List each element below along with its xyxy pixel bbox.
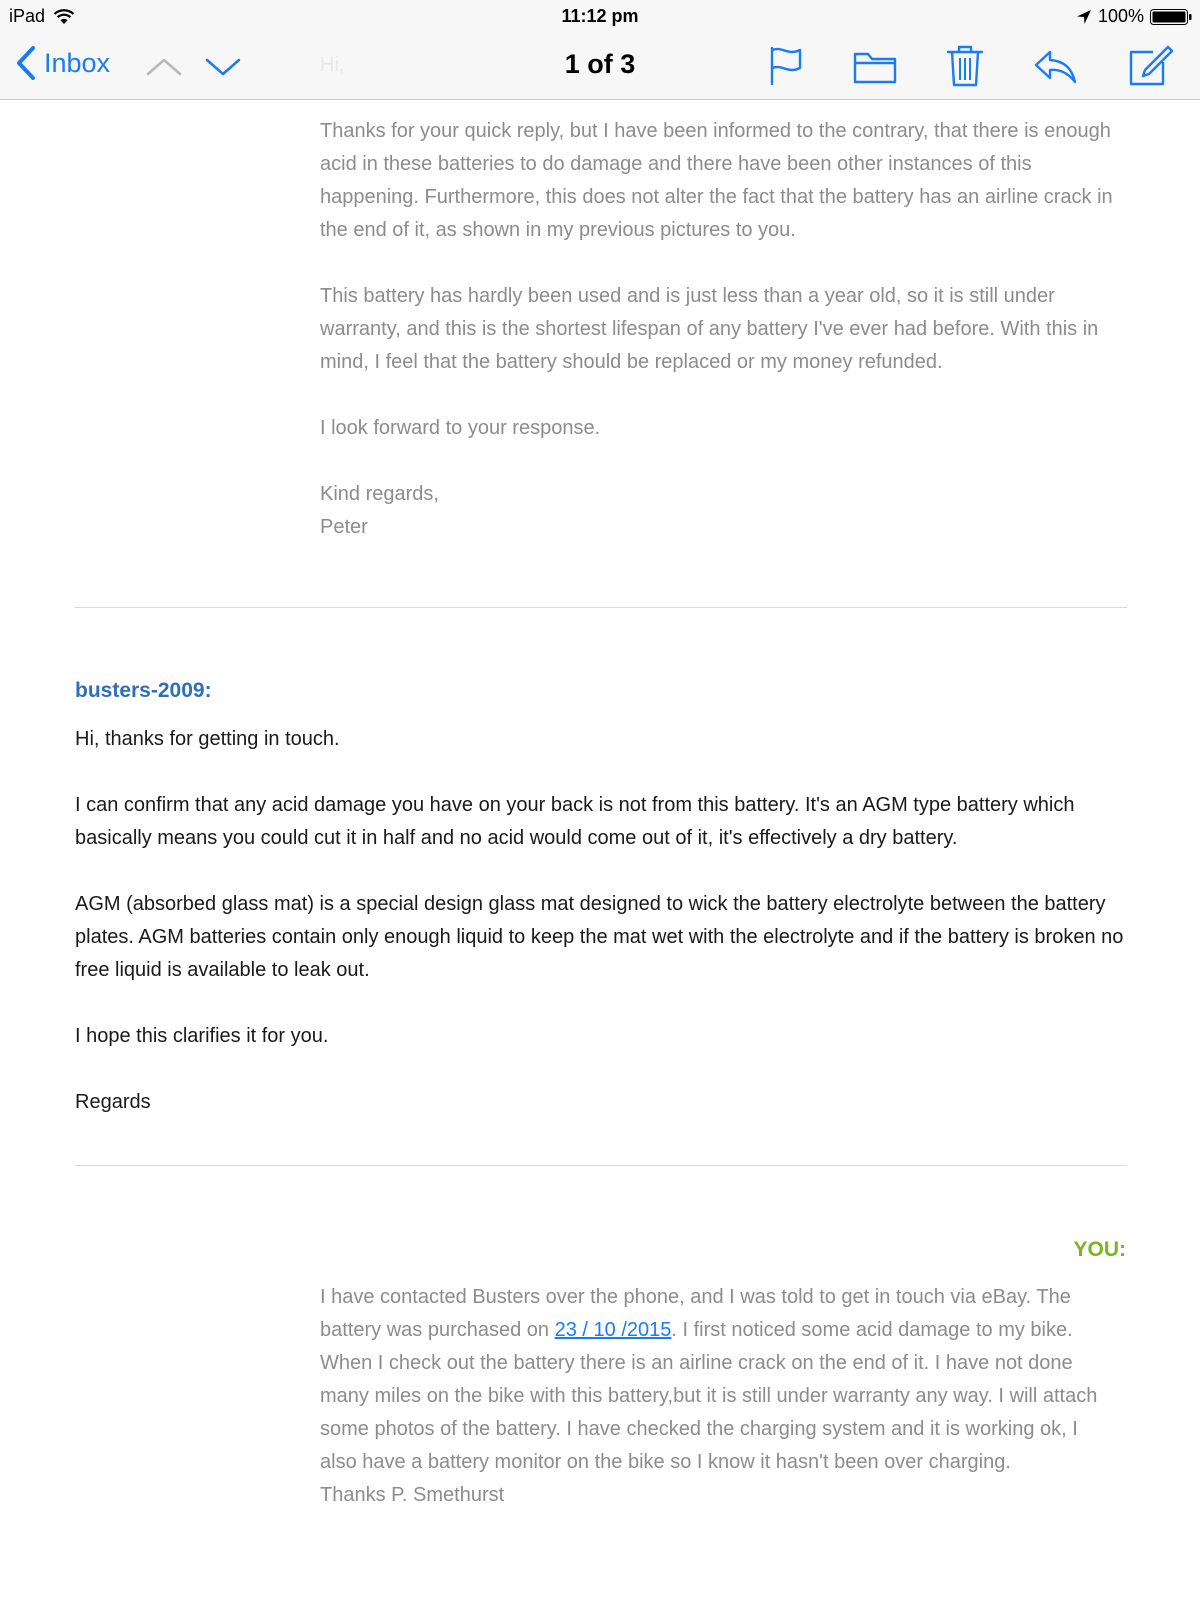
message-you	[320, 1281, 1120, 1512]
battery-percent: 100%	[1097, 6, 1144, 26]
folder-icon[interactable]	[850, 42, 900, 88]
message-divider	[75, 607, 1127, 608]
signoff-name: Peter	[320, 516, 368, 538]
message-counter: 1 of 3	[564, 49, 636, 79]
message-text: . I first noticed some acid damage to my bike. When I check out the battery there is an airline crack on the end of it. I have not done many miles on the bike with this battery,but it is still under warranty any way. I will attach some photos of the battery. I have checked the charging system and it is working ok, I also have a battery monitor on the bike so I know it hasn't been over charging.	[320, 1319, 1098, 1473]
nav-bar	[0, 34, 1200, 100]
message-text: I have contacted Busters over the phone, and I was told to get in touch via eBay. The battery was purchased on	[320, 1286, 1071, 1341]
ghost-preview-text: Hi,	[320, 54, 345, 76]
device-name: iPad	[9, 6, 46, 26]
flag-icon[interactable]	[762, 42, 812, 88]
compose-icon[interactable]	[1125, 42, 1175, 88]
signoff-line: Thanks P. Smethurst	[320, 1484, 505, 1506]
message-peter-reply	[320, 115, 1120, 544]
status-left	[9, 6, 75, 27]
inbox-label: Inbox	[44, 47, 111, 78]
reply-icon[interactable]	[1030, 42, 1080, 88]
inbox-back-button[interactable]	[16, 46, 110, 80]
chevron-up-icon[interactable]	[144, 50, 184, 84]
message-busters	[75, 723, 1135, 1119]
message-paragraph: Hi, thanks for getting in touch.	[75, 728, 340, 750]
chevron-down-icon[interactable]	[203, 50, 243, 84]
message-paragraph: Thanks for your quick reply, but I have been informed to the contrary, that there is enough acid in these batteries to do damage and there have been other instances of this happening. Furthermore, this does not alter the fact that the battery has an airline crack in the end of it, as shown in my previous pictures to you.	[320, 120, 1113, 241]
message-paragraph: Regards	[75, 1091, 151, 1113]
status-bar	[0, 0, 1200, 34]
message-paragraph: This battery has hardly been used and is just less than a year old, so it is still under warranty, and this is the shortest lifespan of any battery I've ever had before. With this in mind, I feel that the battery should be replaced or my money refunded.	[320, 285, 1099, 373]
message-paragraph: I hope this clarifies it for you.	[75, 1025, 329, 1047]
status-time: 11:12 pm	[561, 6, 639, 26]
message-paragraph	[320, 1281, 1120, 1479]
message-paragraph: I look forward to your response.	[320, 417, 601, 439]
trash-icon[interactable]	[940, 42, 990, 88]
battery-icon	[1150, 9, 1192, 25]
sender-name: busters-2009:	[75, 679, 212, 702]
status-right	[1076, 6, 1192, 27]
chevron-left-icon	[16, 46, 36, 80]
sender-you-label: YOU:	[1073, 1238, 1126, 1261]
signoff-line: Kind regards,	[320, 483, 439, 505]
wifi-icon	[53, 9, 75, 25]
message-divider	[75, 1165, 1127, 1166]
message-paragraph: AGM (absorbed glass mat) is a special design glass mat designed to wick the battery electrolyte between the battery plates. AGM batteries contain only enough liquid to keep the mat wet with the electrolyte and if the battery is broken no free liquid is available to leak out.	[75, 893, 1124, 981]
location-arrow-icon	[1076, 9, 1092, 25]
message-paragraph: I can confirm that any acid damage you have on your back is not from this battery. It's an AGM type battery which basically means you could cut it in half and no acid would come out of it, it's effectively a dry battery.	[75, 794, 1075, 849]
date-link[interactable]: 23 / 10 /2015	[554, 1319, 672, 1341]
